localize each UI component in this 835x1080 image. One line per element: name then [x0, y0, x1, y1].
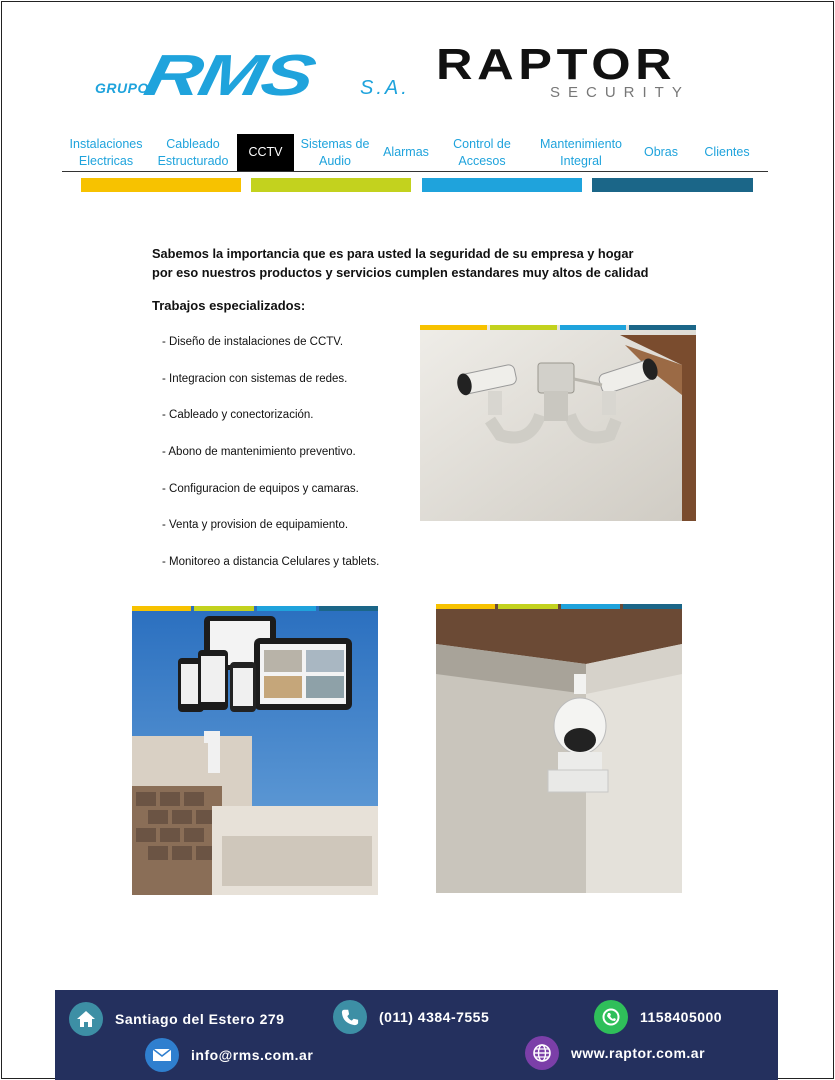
- section-title: Trabajos especializados:: [152, 298, 306, 313]
- raptor-logo-sub: SECURITY: [550, 84, 690, 101]
- whatsapp-icon: [594, 1000, 628, 1034]
- mail-icon: [145, 1038, 179, 1072]
- rms-logo[interactable]: [95, 43, 425, 108]
- nav-item-mantenimiento[interactable]: Mantenimiento Integral: [540, 136, 622, 168]
- list-item: - Venta y provision de equipamiento.: [162, 519, 349, 531]
- nav-item-cableado[interactable]: Cableado Estructurado: [157, 136, 229, 168]
- list-item: - Cableado y conectorización.: [162, 409, 314, 421]
- list-item: - Monitoreo a distancia Celulares y tablets.: [162, 556, 380, 568]
- color-bar-teal: [592, 178, 753, 192]
- photo-wall-cameras: [420, 325, 696, 521]
- photo-dome-camera: [436, 604, 682, 893]
- color-bar-yellow: [81, 178, 241, 192]
- photo-color-bar: [132, 606, 378, 611]
- globe-icon: [525, 1036, 559, 1070]
- nav-item-cctv[interactable]: CCTV: [237, 134, 294, 171]
- intro-text: [152, 244, 712, 282]
- devices-building-illustration: [132, 606, 378, 895]
- email-text[interactable]: info@rms.com.ar: [191, 1047, 314, 1063]
- raptor-logo-name: RAPTOR: [436, 40, 677, 89]
- intro-line-1: Sabemos la importancia que es para usted la seguridad de su empresa y hogar: [152, 246, 634, 261]
- intro-line-2: por eso nuestros productos y servicios cumplen estandares muy altos de calidad: [152, 265, 649, 280]
- dome-camera-illustration: [436, 604, 682, 893]
- footer-phone[interactable]: [333, 1000, 489, 1034]
- footer-website[interactable]: [525, 1036, 705, 1070]
- nav-item-control-accesos[interactable]: Control de Accesos: [453, 136, 511, 168]
- footer-email[interactable]: [145, 1038, 313, 1072]
- list-item: - Integracion con sistemas de redes.: [162, 373, 348, 385]
- website-text[interactable]: www.raptor.com.ar: [571, 1045, 706, 1061]
- photo-color-bar: [420, 325, 696, 330]
- photo-devices-building: [132, 606, 378, 895]
- footer: [55, 990, 778, 1080]
- phone-icon: [333, 1000, 367, 1034]
- list-item: - Diseño de instalaciones de CCTV.: [162, 336, 344, 348]
- nav-item-alarmas[interactable]: Alarmas: [383, 145, 429, 159]
- main-nav: [62, 134, 768, 172]
- raptor-logo[interactable]: [436, 40, 711, 104]
- color-bar-green: [251, 178, 411, 192]
- photo-color-bar: [436, 604, 682, 609]
- rms-logo-prefix: GRUPO: [95, 80, 149, 96]
- home-icon: [69, 1002, 103, 1036]
- footer-address: [69, 1002, 284, 1036]
- list-item: - Configuracion de equipos y camaras.: [162, 483, 359, 495]
- nav-item-clientes[interactable]: Clientes: [704, 145, 750, 159]
- whatsapp-text[interactable]: 1158405000: [640, 1009, 723, 1025]
- color-bar-blue: [422, 178, 582, 192]
- nav-item-sistemas-audio[interactable]: Sistemas de Audio: [300, 136, 370, 168]
- list-item: - Abono de mantenimiento preventivo.: [162, 446, 356, 458]
- nav-item-obras[interactable]: Obras: [643, 145, 679, 159]
- nav-item-instalaciones[interactable]: Instalaciones Electricas: [69, 136, 143, 168]
- rms-logo-suffix: S.A.: [360, 77, 410, 99]
- wall-cameras-illustration: [420, 325, 696, 521]
- phone-text[interactable]: (011) 4384-7555: [379, 1009, 490, 1025]
- rms-logo-name: RMS: [138, 43, 319, 108]
- footer-whatsapp[interactable]: [594, 1000, 722, 1034]
- address-text: Santiago del Estero 279: [115, 1011, 285, 1027]
